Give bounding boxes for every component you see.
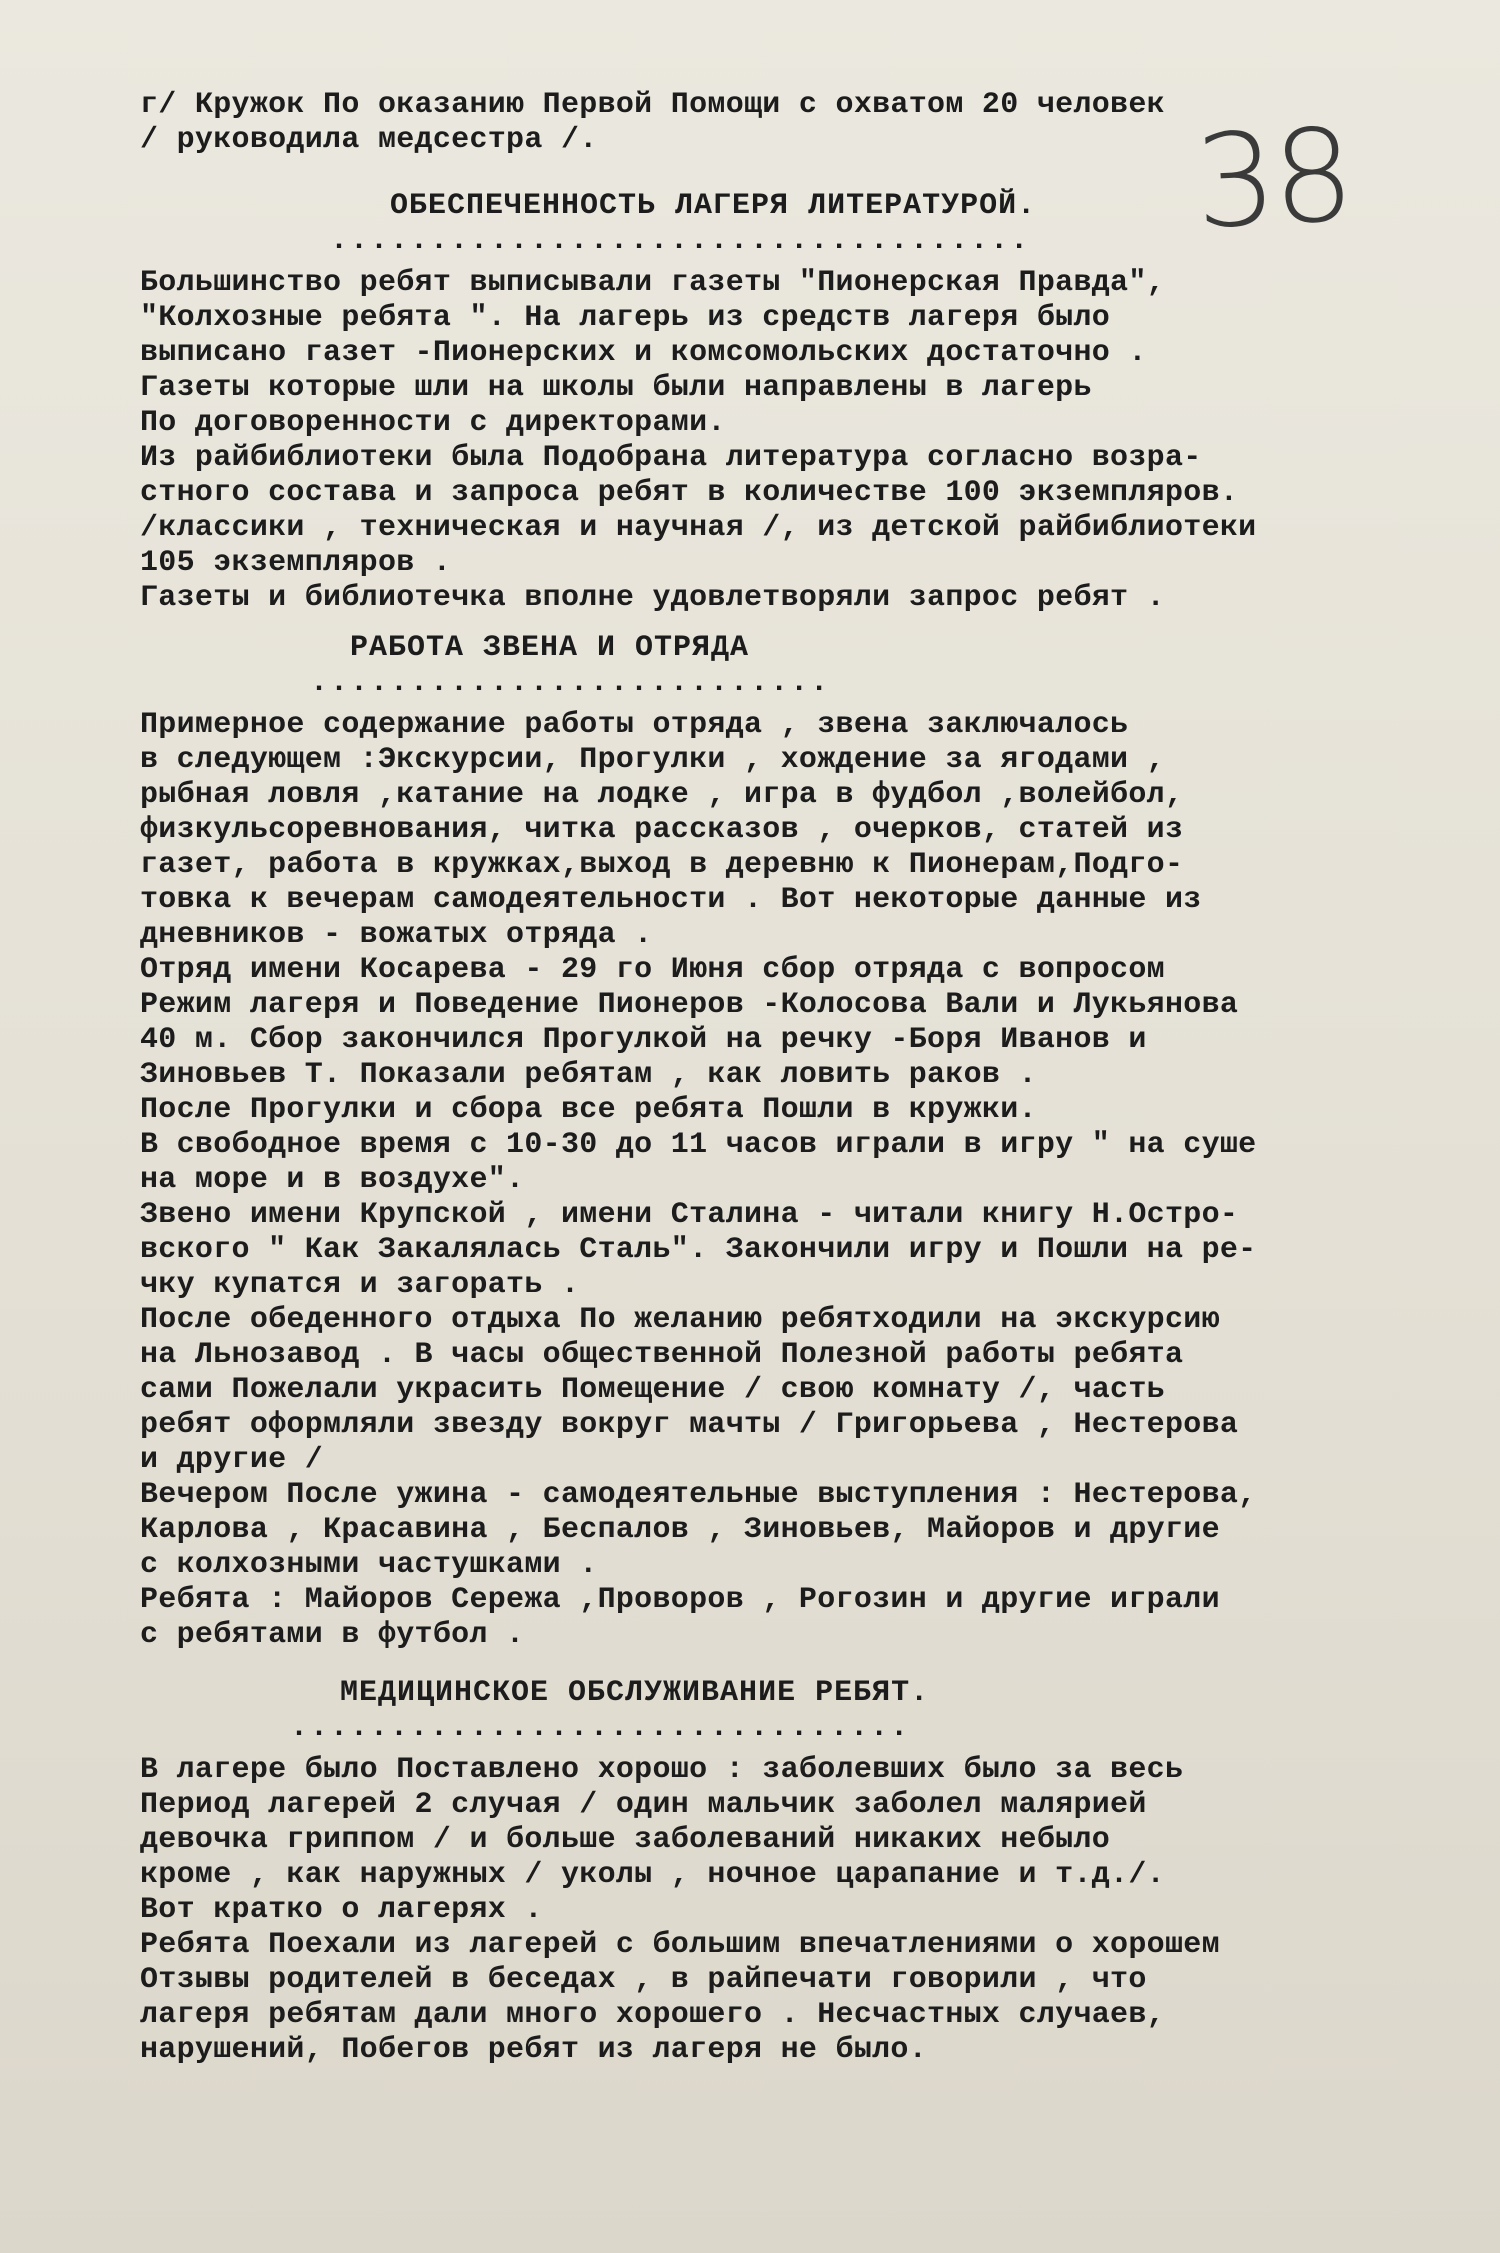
text-line: Звено имени Крупской , имени Сталина - читали книгу Н.Остро- (140, 1198, 1239, 1232)
text-line: нарушений, Побегов ребят из лагеря не было. (140, 2033, 928, 2067)
text-line: вского " Как Закалялась Сталь". Закончили игру и Пошли на ре- (140, 1233, 1257, 1267)
text-line: В лагере было Поставлено хорошо : заболевших было за весь (140, 1753, 1184, 1787)
text-line: на море и в воздухе". (140, 1163, 525, 1197)
text-line: товка к вечерам самодеятельности . Вот некоторые данные из (140, 883, 1202, 917)
text-line: Карлова , Красавина , Беспалов , Зиновьев, Майоров и другие (140, 1513, 1220, 1547)
text-line: на Льнозавод . В часы общественной Полезной работы ребята (140, 1338, 1184, 1372)
text-line: газет, работа в кружках,выход в деревню к Пионерам,Подго- (140, 848, 1184, 882)
text-line: Отряд имени Косарева - 29 го Июня сбор отряда с вопросом (140, 953, 1165, 987)
text-line: Большинство ребят выписывали газеты "Пионерская Правда", (140, 266, 1165, 300)
text-line: Отзывы родителей в беседах , в райпечати говорили , что (140, 1963, 1147, 1997)
text-line: сами Пожелали украсить Помещение / свою комнату /, часть (140, 1373, 1165, 1407)
text-line: Газеты и библиотечка вполне удовлетворяли запрос ребят . (140, 581, 1165, 615)
text-line: 40 м. Сбор закончился Прогулкой на речку -Боря Иванов и (140, 1023, 1147, 1057)
text-line: Период лагерей 2 случая / один мальчик заболел малярией (140, 1788, 1147, 1822)
text-line: стного состава и запроса ребят в количестве 100 экземпляров. (140, 476, 1239, 510)
text-line: ребят оформляли звезду вокруг мачты / Григорьева , Нестерова (140, 1408, 1239, 1442)
text-line: По договоренности с директорами. (140, 406, 726, 440)
text-line: После Прогулки и сбора все ребята Пошли в кружки. (140, 1093, 1037, 1127)
text-line: Зиновьев Т. Показали ребятам , как ловить раков . (140, 1058, 1037, 1092)
text-line: в следующем :Экскурсии, Прогулки , хождение за ягодами , (140, 743, 1165, 777)
section-heading-work: РАБОТА ЗВЕНА И ОТРЯДА (350, 631, 750, 665)
text-line: Режим лагеря и Поведение Пионеров -Колосова Вали и Лукьянова (140, 988, 1239, 1022)
heading-underline-dots: ................................... (330, 224, 1031, 258)
text-line: Из райбиблиотеки была Подобрана литература согласно возра- (140, 441, 1202, 475)
text-line: Примерное содержание работы отряда , звена заключалось (140, 708, 1129, 742)
text-line: "Колхозные ребята ". На лагерь из средств лагеря было (140, 301, 1111, 335)
text-line: Вечером После ужина - самодеятельные выступления : Нестерова, (140, 1478, 1257, 1512)
text-line: с ребятами в футбол . (140, 1618, 525, 1652)
text-line: После обеденного отдыха По желанию ребятходили на экскурсию (140, 1303, 1220, 1337)
text-line: В свободное время с 10-30 до 11 часов играли в игру " на суше (140, 1128, 1257, 1162)
heading-underline-dots: ............................... (290, 1711, 911, 1745)
heading-underline-dots: .......................... (310, 666, 831, 700)
text-line: Ребята Поехали из лагерей с большим впечатлениями о хорошем (140, 1928, 1220, 1962)
text-line: лагеря ребятам дали много хорошего . Несчастных случаев, (140, 1998, 1165, 2032)
text-line: г/ Кружок По оказанию Первой Помощи с охватом 20 человек (140, 88, 1165, 122)
text-line: рыбная ловля ,катание на лодке , игра в фудбол ,волейбол, (140, 778, 1184, 812)
text-line: кроме , как наружных / уколы , ночное царапание и т.д./. (140, 1858, 1165, 1892)
document-body (140, 88, 1485, 2068)
text-line: Вот кратко о лагерях . (140, 1893, 543, 1927)
text-line: выписано газет -Пионерских и комсомольских достаточно . (140, 336, 1147, 370)
text-line: и другие / (140, 1443, 324, 1477)
text-line: девочка гриппом / и больше заболеваний никаких небыло (140, 1823, 1111, 1857)
handwritten-page-number: 38 (1191, 101, 1354, 258)
text-line: чку купатся и загорать . (140, 1268, 580, 1302)
text-line: / руководила медсестра /. (140, 123, 598, 157)
text-line: с колхозными частушками . (140, 1548, 598, 1582)
text-line: /классики , техническая и научная /, из детской райбиблиотеки (140, 511, 1257, 545)
text-line: дневников - вожатых отряда . (140, 918, 653, 952)
text-line: 105 экземпляров . (140, 546, 452, 580)
section-heading-literature: ОБЕСПЕЧЕННОСТЬ ЛАГЕРЯ ЛИТЕРАТУРОЙ. (390, 189, 1037, 223)
text-line: физкульсоревнования, читка рассказов , очерков, статей из (140, 813, 1184, 847)
section-heading-medical: МЕДИЦИНСКОЕ ОБСЛУЖИВАНИЕ РЕБЯТ. (340, 1676, 930, 1710)
text-line: Ребята : Майоров Сережа ,Проворов , Рогозин и другие играли (140, 1583, 1220, 1617)
text-line: Газеты которые шли на школы были направлены в лагерь (140, 371, 1092, 405)
